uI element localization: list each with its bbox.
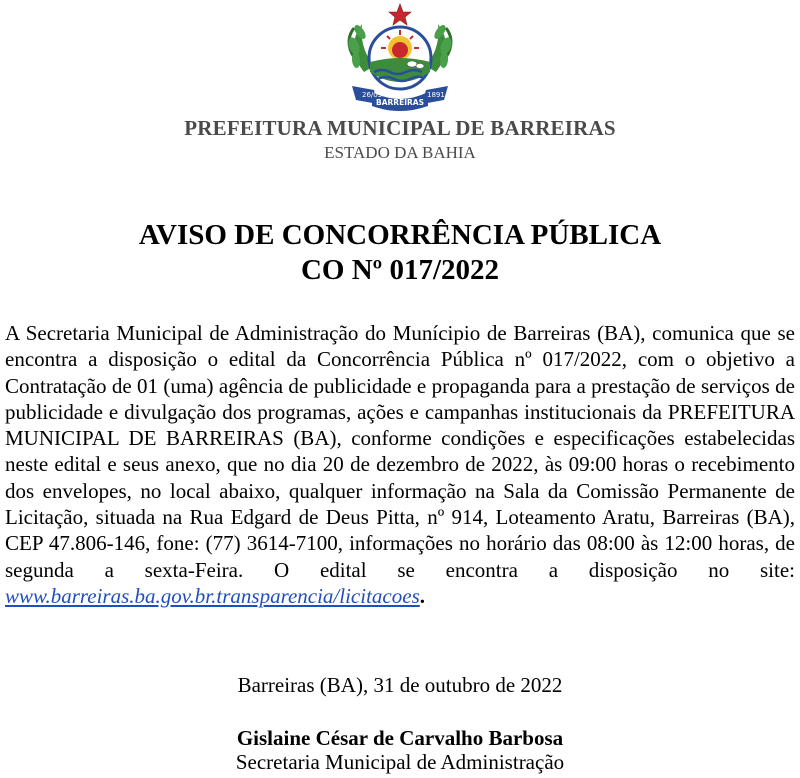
notice-number: CO Nº 017/2022 — [300, 254, 500, 286]
organization-name: PREFEITURA MUNICIPAL DE BARREIRAS — [184, 116, 616, 140]
organization-state: ESTADO DA BAHIA — [324, 143, 476, 162]
crest-year-left: 26/05 — [362, 91, 383, 99]
date-line: Barreiras (BA), 31 de outubro de 2022 — [237, 673, 563, 697]
crest-banner-text: BARREIRAS — [376, 98, 424, 107]
notice-body — [5, 320, 795, 609]
notice-body-text: A Secretaria Municipal de Administração do Munícipio de Barreiras (BA), comunica que se encontra a disposição o edital da Concorrência Pública nº 017/2022, com o objetivo a Contratação de 01 (uma) agência de publicidade e propaganda para a prestação de serviços de publicidade e divulgação dos programas, ações e campanhas institucionais da PREFEITURA MUNICIPAL DE BARREIRAS (BA), conforme condições e especificações estabelecidas neste edital e seus anexo, que no dia 20 de dezembro de 2022, às 09:00 horas o recebimento dos envelopes, no local abaixo, qualquer informação na Sala da Comissão Permanente de Licitação, situada na Rua Edgard de Deus Pitta, nº 914, Loteamento Aratu, Barreiras (BA), CEP 47.806-146, fone: (77) 3614-7100, informações no horário das 08:00 às 12:00 horas, de segunda a sexta-Feira. O edital se encontra a disposição no site: — [5, 321, 795, 582]
signer-name: Gislaine César de Carvalho Barbosa — [236, 726, 564, 750]
crest-emblem-icon — [334, 2, 466, 114]
transparency-link[interactable]: www.barreiras.ba.gov.br.transparencia/licitacoes — [5, 583, 420, 608]
link-period: . — [419, 583, 425, 608]
notice-title: AVISO DE CONCORRÊNCIA PÚBLICA — [138, 219, 662, 251]
crest-year-right: 1891 — [427, 91, 445, 99]
municipal-coat-of-arms — [334, 2, 466, 114]
signer-role: Secretaria Municipal de Administração — [235, 750, 565, 774]
